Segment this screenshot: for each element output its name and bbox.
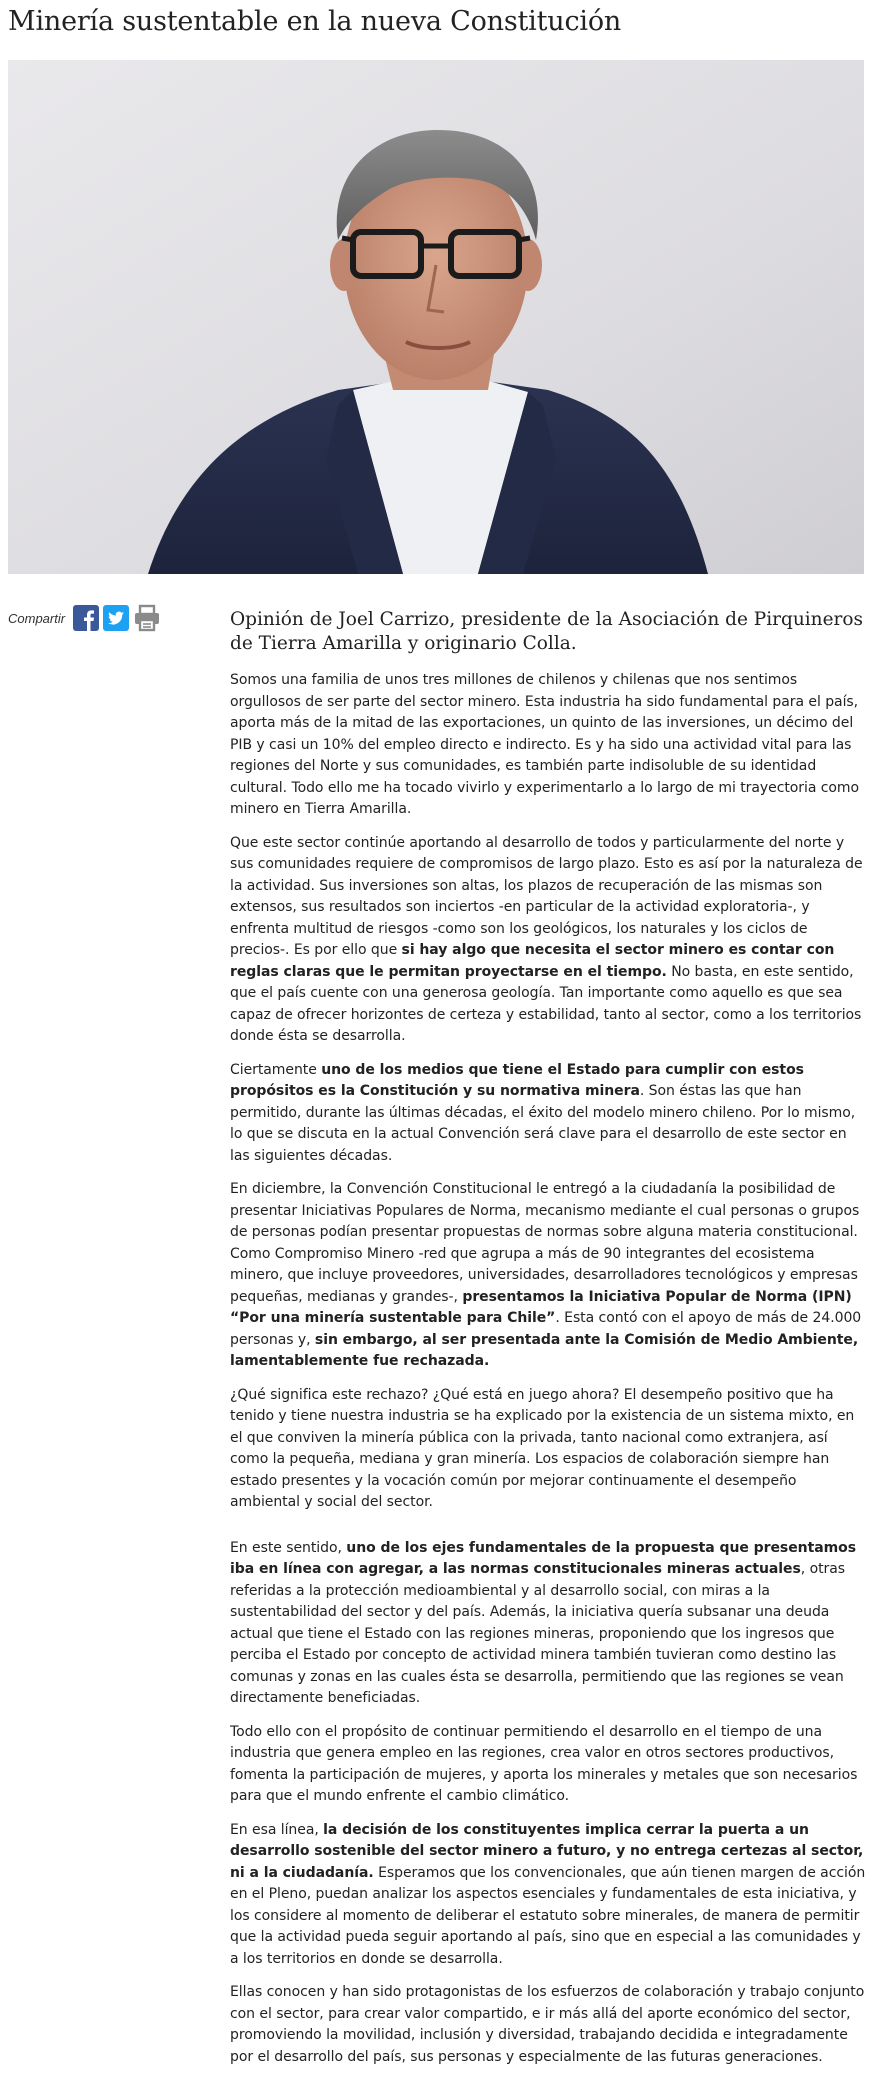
paragraph-text: En este sentido,: [230, 1539, 347, 1556]
article-paragraph: [230, 1385, 866, 1514]
article-paragraph: [230, 1538, 866, 1710]
share-label: Compartir: [8, 610, 66, 626]
bold-text: presentamos la Iniciativa Popular de Norma (IPN) “Por una minería sustentable para Chile”: [230, 1288, 852, 1326]
article-body: [230, 608, 866, 2080]
article-paragraph: [230, 1820, 866, 1971]
print-icon[interactable]: [133, 604, 161, 632]
paragraph-text: Somos una familia de unos tres millones de chilenos y chilenas que nos sentimos orgullosos de ser parte del sector minero. Esta industria ha sido fundamental para el país, aporta más de la mitad de las exportaciones, un quinto de las inversiones, un décimo del PIB y casi un 10% del empleo directo e indirecto. Es y ha sido una actividad vital para las regiones del Norte y sus comunidades, es también parte indisoluble de su identidad cultural. Todo ello me ha tocado vivirlo y experimentarlo a lo largo de mi trayectoria como minero en Tierra Amarilla.: [230, 672, 860, 817]
share-bar: [8, 604, 165, 632]
article-paragraphs: [230, 670, 866, 2068]
bold-text: uno de los medios que tiene el Estado para cumplir con estos propósitos es la Constitución y su normativa minera: [230, 1061, 804, 1099]
twitter-icon[interactable]: [103, 605, 129, 631]
article-paragraph: [230, 670, 866, 821]
paragraph-text: . Son éstas las que han permitido, durante las últimas décadas, el éxito del modelo minero chileno. Por lo mismo, lo que se discuta en la actual Convención será clave para el desarrollo de este sector en las siguientes décadas.: [230, 1083, 856, 1164]
paragraph-text: . Esta contó con el apoyo de más de 24.000 personas y,: [230, 1310, 862, 1348]
article-paragraph: [230, 1179, 866, 1373]
paragraph-text: Esperamos que los convencionales, que aún tienen margen de acción en el Pleno, puedan analizar los aspectos esenciales y fundamentales de esta iniciativa, y los considere al momento de deliberar el estatuto sobre minerales, de manera de permitir que la actividad pueda seguir aportando al país, sino que en especial a las comunidades y a los territorios en donde se desarrolla.: [230, 1864, 866, 1967]
paragraph-text: , otras referidas a la protección medioambiental y al desarrollo social, con miras a la sustentabilidad del sector y del país. Además, la iniciativa quería subsanar una deuda actual que tiene el Estado con las regiones mineras, proponiendo que los ingresos que perciba el Estado por concepto de actividad minera también tuvieran como destino las comunas y zonas en las cuales ésta se desarrolla, permitiendo que las regiones se vean directamente beneficiadas.: [230, 1561, 846, 1706]
paragraph-text: En diciembre, la Convención Constitucional le entregó a la ciudadanía la posibilidad de presentar Iniciativas Populares de Norma, mecanismo mediante el cual personas o grupos de personas podían presentar propuestas de normas sobre alguna materia constitucional. Como Compromiso Minero -red que agrupa a más de 90 integrantes del ecosistema minero, que incluye proveedores, universidades, desarrolladores tecnológicos y empresas pequeñas, medianas y grandes-,: [230, 1181, 860, 1305]
article-lead: Opinión de Joel Carrizo, presidente de la Asociación de Pirquineros de Tierra Amarilla y originario Colla.: [230, 609, 864, 654]
paragraph-text: No basta, en este sentido, que el país cuente con una generosa geología. Tan importante como aquello es que sea capaz de ofrecer horizontes de certeza y estabilidad, tanto al sector, como a los territorios donde ésta se desarrolla.: [230, 963, 862, 1044]
paragraph-text: Que este sector continúe aportando al desarrollo de todos y particularmente del norte y sus comunidades requiere de compromisos de largo plazo. Esto es así por la naturaleza de la actividad. Sus inversiones son altas, los plazos de recuperación de las mismas son extensos, sus resultados son inciertos -en particular de la actividad exploratoria-, y enfrenta multitud de riesgos -como son los geológicos, los naturales y los ciclos de precios-. Es por ello que: [230, 834, 863, 958]
article-paragraph: [230, 1722, 866, 1808]
bold-text: sin embargo, al ser presentada ante la Comisión de Medio Ambiente, lamentablemente fue rechazada.: [230, 1331, 859, 1369]
author-photo: [8, 60, 864, 574]
article-paragraph: [230, 1060, 866, 1168]
paragraph-text: Ciertamente: [230, 1061, 322, 1078]
paragraph-text: Ellas conocen y han sido protagonistas de los esfuerzos de colaboración y trabajo conjunto con el sector, para crear valor compartido, e ir más allá del aporte económico del sector, promoviendo la movilidad, inclusión y diversidad, trabajando decidida e integradamente por el desarrollo del país, sus personas y especialmente de las futuras generaciones.: [230, 1984, 865, 2065]
bold-text: uno de los ejes fundamentales de la propuesta que presentamos iba en línea con agregar, a las normas constitucionales mineras actuales: [230, 1539, 857, 1577]
paragraph-text: ¿Qué significa este rechazo? ¿Qué está en juego ahora? El desempeño positivo que ha tenido y tiene nuestra industria se ha explicado por la existencia de un sistema mixto, en el que conviven la minería pública con la privada, tanto nacional como extranjera, así como la pequeña, mediana y gran minería. Los espacios de colaboración siempre han estado presentes y la vocación común por mejorar continuamente el desempeño ambiental y social del sector.: [230, 1386, 855, 1510]
bold-text: la decisión de los constituyentes implica cerrar la puerta a un desarrollo sostenible del sector minero a futuro, y no entrega certezas al sector, ni a la ciudadanía.: [230, 1821, 864, 1881]
facebook-icon[interactable]: [73, 605, 99, 631]
article-paragraph: [230, 1982, 866, 2068]
paragraph-text: En esa línea,: [230, 1821, 324, 1838]
bold-text: si hay algo que necesita el sector minero es contar con reglas claras que le permitan proyectarse en el tiempo.: [230, 942, 835, 980]
paragraph-text: Todo ello con el propósito de continuar permitiendo el desarrollo en el tiempo de una industria que genera empleo en las regiones, crea valor en otros sectores productivos, fomenta la participación de mujeres, y aporta los minerales y metales que son necesarios para que el mundo enfrente el cambio climático.: [230, 1723, 858, 1804]
article-title: Minería sustentable en la nueva Constitución: [8, 6, 622, 37]
article-paragraph: [230, 833, 866, 1048]
